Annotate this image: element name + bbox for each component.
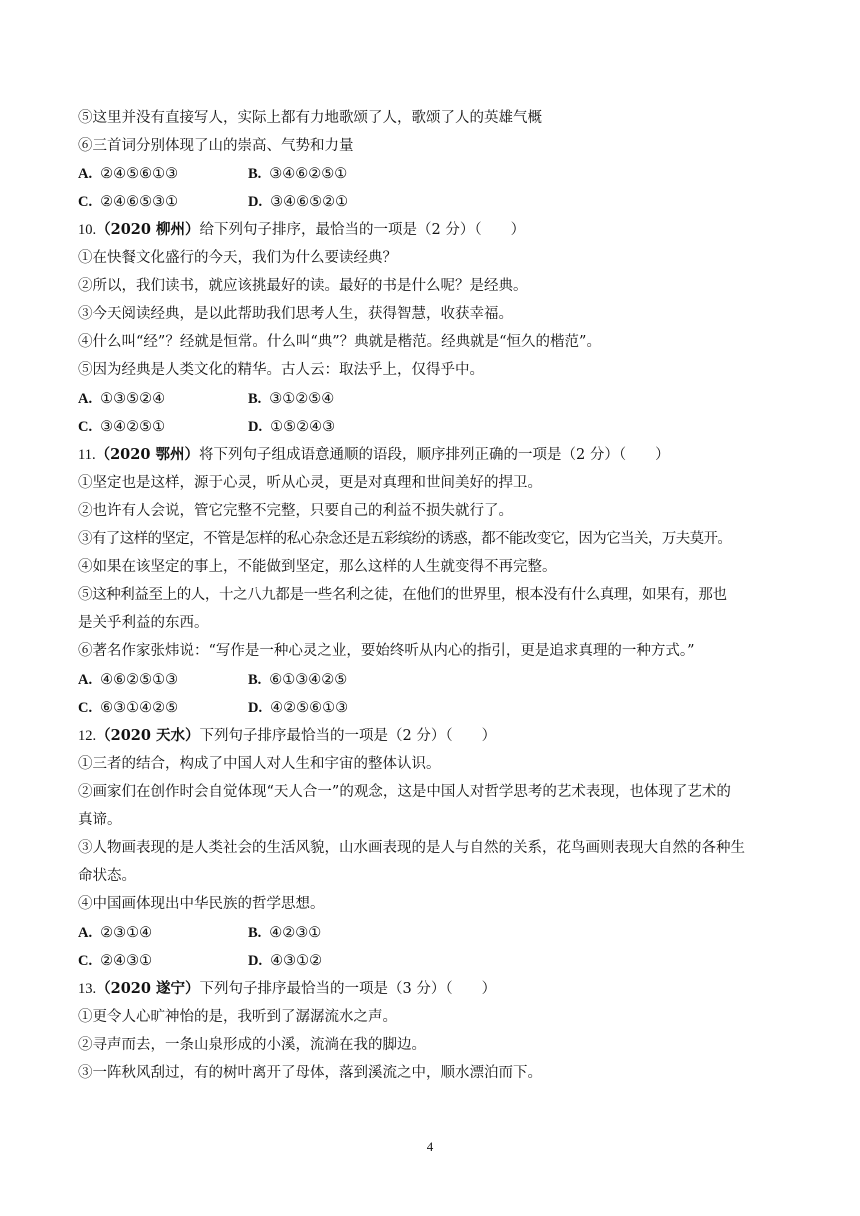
statement-6: ⑥三首词分别体现了山的崇高、气势和力量 bbox=[78, 138, 354, 154]
options-row bbox=[78, 192, 348, 212]
sentence-item: ②也许有人会说，管它完整不完整，只要自己的利益不损失就行了。 bbox=[78, 503, 513, 519]
options-row bbox=[78, 417, 335, 437]
option-b: B. ③①②⑤④ bbox=[248, 391, 335, 407]
options-row bbox=[78, 698, 348, 718]
option-a: A. ①③⑤②④ bbox=[78, 391, 166, 407]
sentence-item: ②画家们在创作时会自觉体现“天人合一”的观念，这是中国人对哲学思考的艺术表现，也体现了艺术的 bbox=[78, 784, 731, 800]
sentence-item: ①更令人心旷神怡的是，我听到了潺潺流水之声。 bbox=[78, 1009, 397, 1025]
sentence-item: ④如果在该坚定的事上，不能做到坚定，那么这样的人生就变得不再完整。 bbox=[78, 559, 557, 575]
option-d: D. ④③①② bbox=[248, 953, 323, 969]
sentence-item-continued: 是关乎利益的东西。 bbox=[78, 615, 209, 631]
sentence-item-continued: 命状态。 bbox=[78, 868, 136, 884]
options-row bbox=[78, 164, 347, 184]
option-d: D. ③④⑥⑤②① bbox=[248, 194, 349, 210]
sentence-item: ③今天阅读经典，是以此帮助我们思考人生，获得智慧，收获幸福。 bbox=[78, 306, 513, 322]
option-a: A. ②④⑤⑥①③ bbox=[78, 166, 179, 182]
option-a: A. ④⑥②⑤①③ bbox=[78, 672, 179, 688]
sentence-item-continued: 真谛。 bbox=[78, 812, 122, 828]
sentence-item: ③一阵秋风刮过，有的树叶离开了母体，落到溪流之中，顺水漂泊而下。 bbox=[78, 1065, 542, 1081]
sentence-item: ⑤因为经典是人类文化的精华。古人云：取法乎上，仅得乎中。 bbox=[78, 362, 484, 378]
sentence-item: ②所以，我们读书，就应该挑最好的读。最好的书是什么呢？是经典。 bbox=[78, 278, 528, 294]
sentence-item: ③人物画表现的是人类社会的生活风貌，山水画表现的是人与自然的关系，花鸟画则表现大自然的各种生 bbox=[78, 840, 745, 856]
option-c: C. ③④②⑤① bbox=[78, 419, 166, 435]
option-c: C. ②④⑥⑤③① bbox=[78, 194, 179, 210]
sentence-item: ①在快餐文化盛行的今天，我们为什么要读经典？ bbox=[78, 250, 397, 266]
option-b: B. ④②③① bbox=[248, 925, 322, 941]
options-row bbox=[78, 951, 322, 971]
option-c: C. ⑥③①④②⑤ bbox=[78, 700, 179, 716]
sentence-item: ④中国画体现出中华民族的哲学思想。 bbox=[78, 896, 325, 912]
sentence-item: ①坚定也是这样，源于心灵，听从心灵，更是对真理和世间美好的捍卫。 bbox=[78, 475, 542, 491]
sentence-item: ①三者的结合，构成了中国人对人生和宇宙的整体认识。 bbox=[78, 756, 441, 772]
statement-5: ⑤这里并没有直接写人，实际上都有力地歌颂了人，歌颂了人的英雄气概 bbox=[78, 110, 542, 126]
sentence-item: ⑤这种利益至上的人，十之八九都是一些名利之徒，在他们的世界里，根本没有什么真理，如果有，那也 bbox=[78, 587, 727, 603]
option-b: B. ⑥①③④②⑤ bbox=[248, 672, 348, 688]
page-number: 4 bbox=[426, 1139, 434, 1154]
sentence-item: ④什么叫“经”？经就是恒常。什么叫“典”？典就是楷范。经典就是“恒久的楷范”。 bbox=[78, 334, 601, 350]
sentence-item: ⑥著名作家张炜说：“写作是一种心灵之业，要始终听从内心的指引，更是追求真理的一种方式。” bbox=[78, 643, 695, 659]
sentence-item: ③有了这样的坚定，不管是怎样的私心杂念还是五彩缤纷的诱惑，都不能改变它，因为它当关，万夫莫开。 bbox=[78, 531, 732, 547]
question-11-stem: 11.（2020 鄂州）将下列句子组成语意通顺的语段，顺序排列正确的一项是（2 分）（ ） bbox=[78, 446, 670, 463]
option-d: D. ④②⑤⑥①③ bbox=[248, 700, 349, 716]
options-row bbox=[78, 670, 347, 690]
option-d: D. ①⑤②④③ bbox=[248, 419, 336, 435]
question-10-stem: 10.（2020 柳州）给下列句子排序，最恰当的一项是（2 分）（ ） bbox=[78, 221, 526, 238]
question-13-stem: 13.（2020 遂宁）下列句子排序最恰当的一项是（3 分）（ ） bbox=[78, 980, 497, 997]
option-a: A. ②③①④ bbox=[78, 925, 153, 941]
question-12-stem: 12.（2020 天水）下列句子排序最恰当的一项是（2 分）（ ） bbox=[78, 727, 497, 744]
options-row bbox=[78, 923, 321, 943]
option-c: C. ②④③① bbox=[78, 953, 153, 969]
option-b: B. ③④⑥②⑤① bbox=[248, 166, 348, 182]
options-row bbox=[78, 389, 334, 409]
sentence-item: ②寻声而去，一条山泉形成的小溪，流淌在我的脚边。 bbox=[78, 1037, 426, 1053]
